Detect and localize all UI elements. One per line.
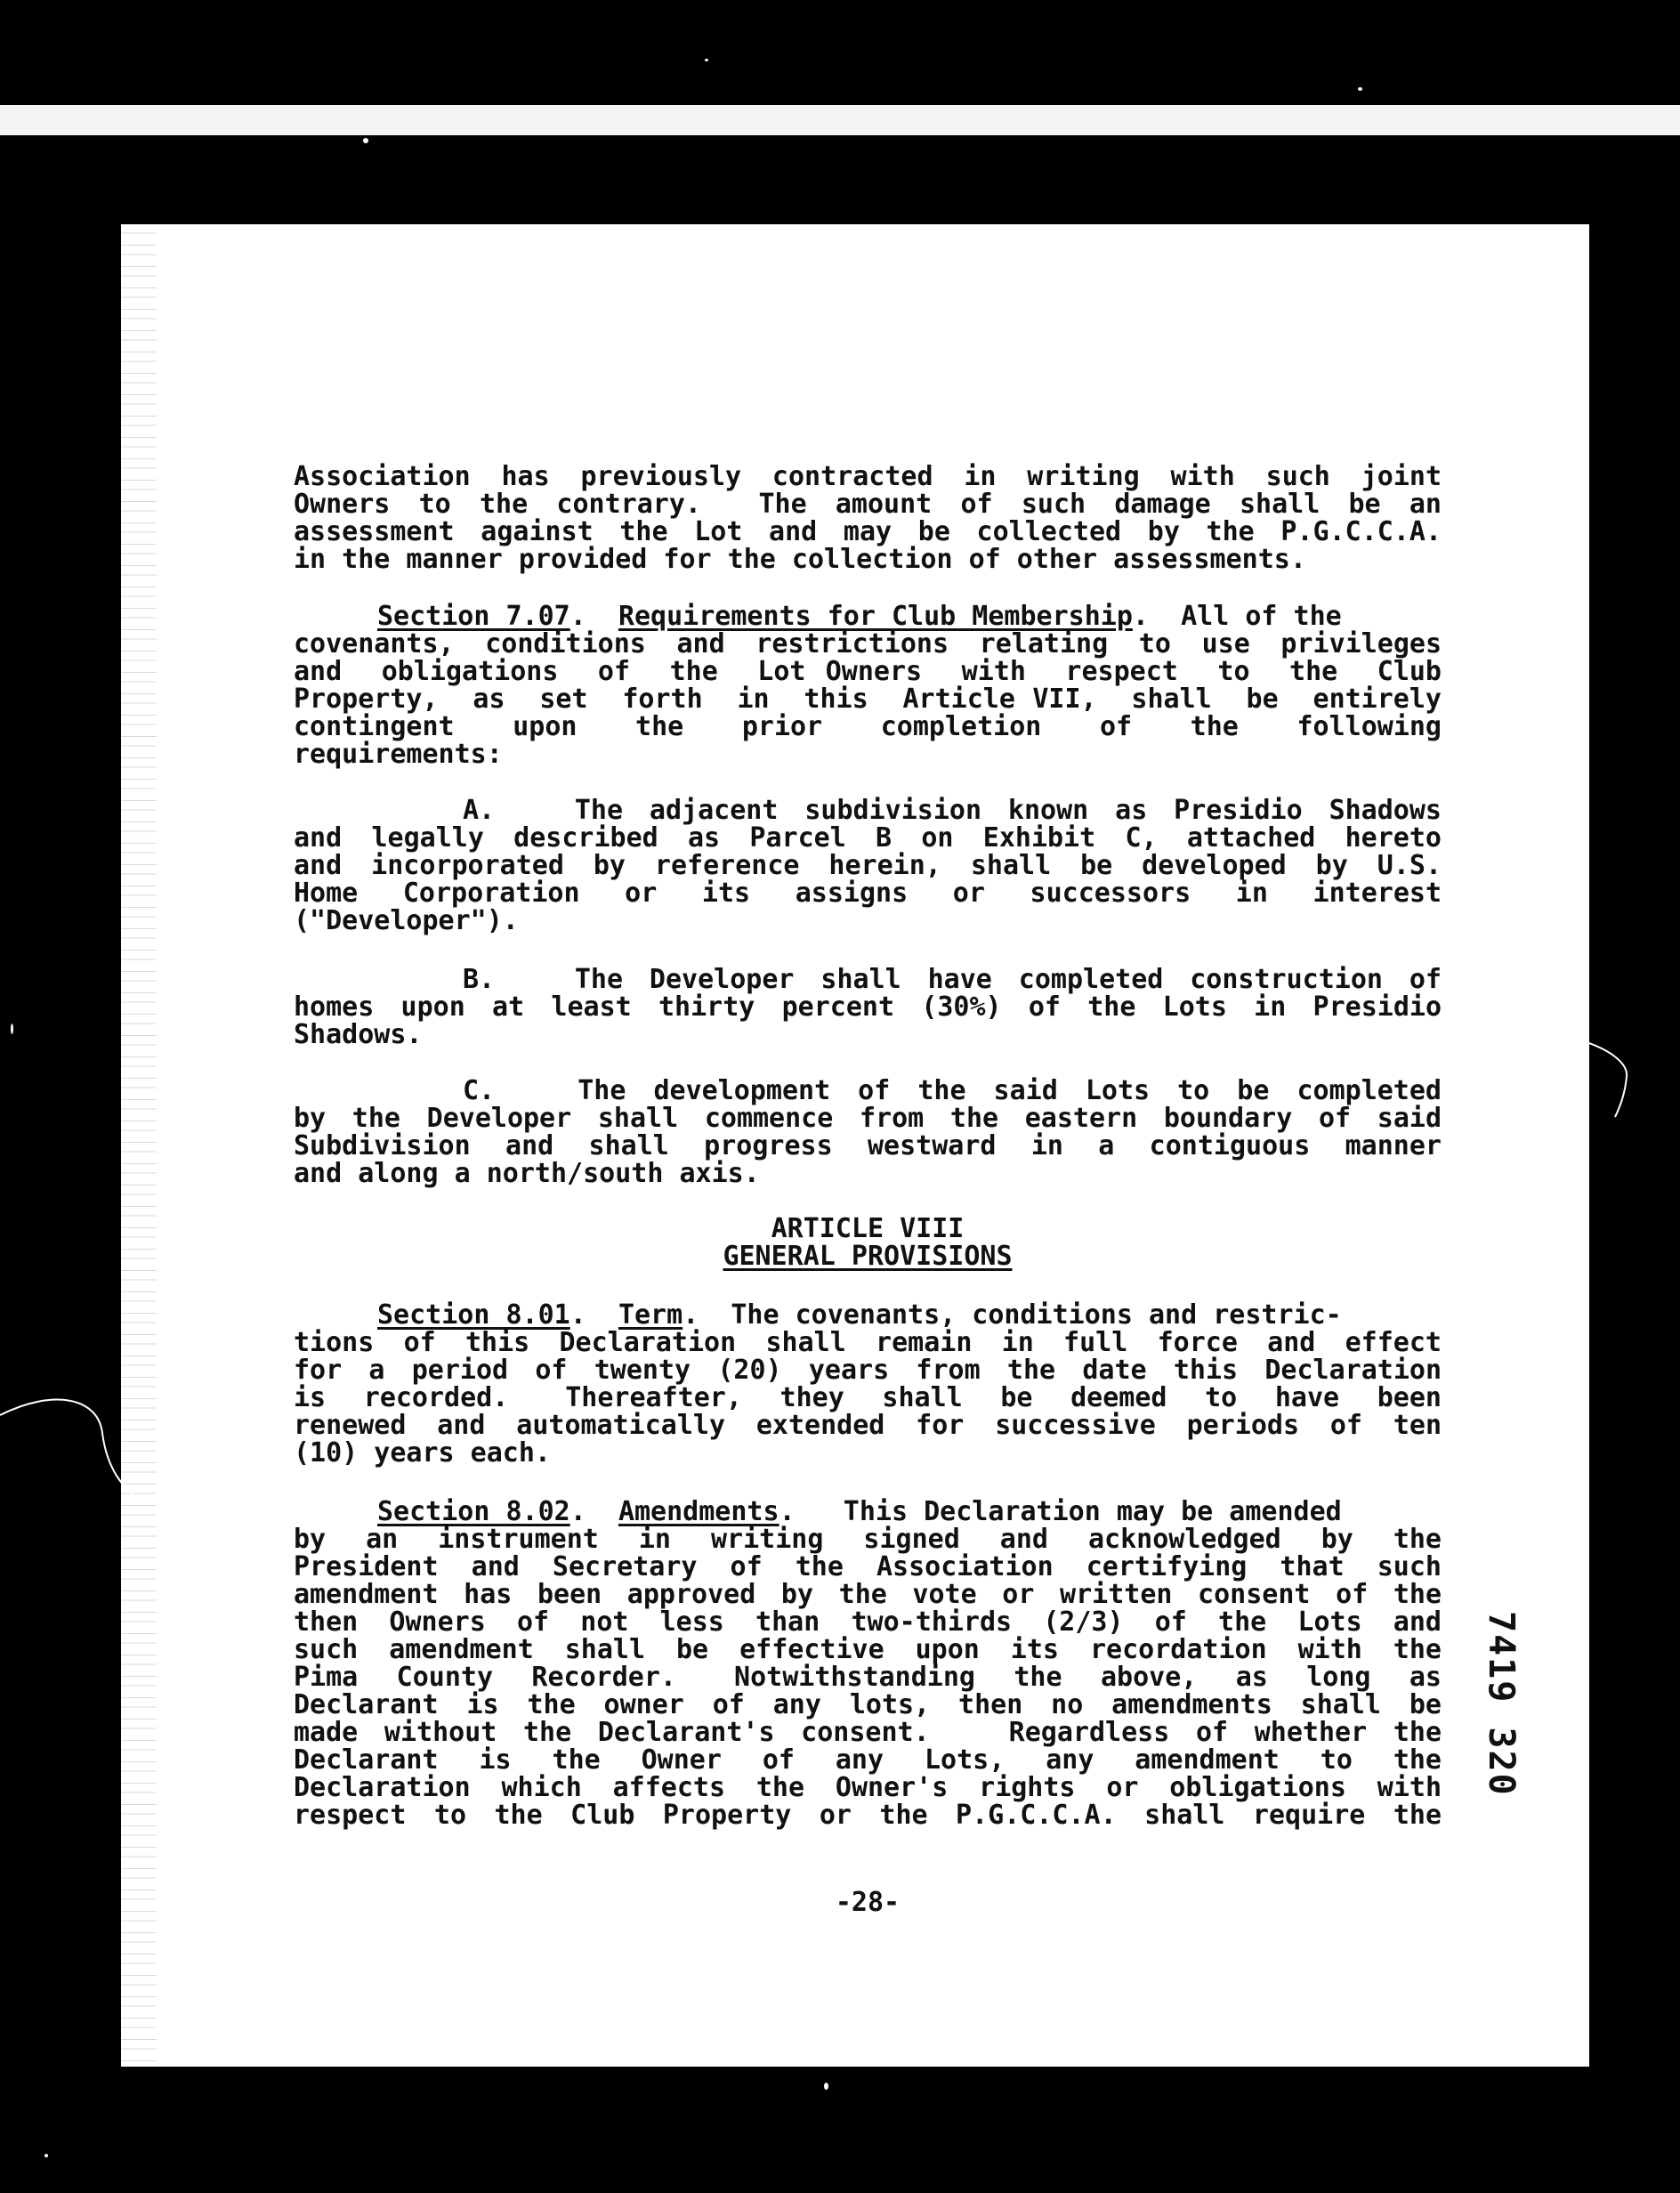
text-line: by an instrument in writing signed and acknowledged by the [294,1524,1442,1555]
section-7-07 [294,603,1442,768]
scan-speck [705,59,708,61]
text-line: Shadows. [294,1019,423,1050]
text-line: A. The adjacent subdivision known as Presidio Shadows [463,795,1442,826]
text-line: is recorded. Thereafter, they shall be deemed to have been [294,1382,1442,1413]
section-heading-line: Section 7.07. Requirements for Club Membership. All of the [377,601,1342,632]
section-number: Section 7.07 [377,601,570,632]
section-title: Amendments [618,1496,779,1527]
text-line: Pima County Recorder. Notwithstanding the above, as long as [294,1662,1442,1693]
text-line: and along a north/south axis. [294,1158,760,1189]
text-line: and obligations of the Lot Owners with respect to the Club [294,656,1442,687]
section-number: Section 8.02 [377,1496,570,1527]
text-line: Declaration which affects the Owner's rights or obligations with [294,1772,1442,1803]
text-line: and incorporated by reference herein, shall be developed by U.S. [294,850,1442,881]
section-first-line-rest: . This Declaration may be amended [779,1496,1342,1527]
text-line: requirements: [294,739,503,770]
text-line: Property, as set forth in this Article VII, shall be entirely [294,684,1442,715]
text-line: (10) years each. [294,1437,551,1469]
text-line: tions of this Declaration shall remain in full force and effect [294,1327,1442,1358]
scan-speck [11,1024,13,1034]
section-number: Section 8.01 [377,1299,570,1331]
scan-speck [363,138,368,143]
text-line: made without the Declarant's consent. Regardless of whether the [294,1717,1442,1748]
text-line: Declarant is the owner of any lots, then no amendments shall be [294,1689,1442,1720]
scan-speck [1358,87,1362,91]
text-line: by the Developer shall commence from the eastern boundary of said [294,1103,1442,1134]
text-line: covenants, conditions and restrictions relating to use privileges [294,628,1442,660]
requirement-c [294,1077,1442,1187]
text-line: renewed and automatically extended for successive periods of ten [294,1410,1442,1441]
text-line: C. The development of the said Lots to be completed [463,1075,1442,1106]
text-line: Subdivision and shall progress westward in a contiguous manner [294,1130,1442,1161]
text-line: contingent upon the prior completion of the following [294,711,1442,742]
text-line: ("Developer"). [294,905,519,936]
article-subheading [294,1242,1442,1270]
paragraph-continuation [294,463,1442,573]
text-line: and legally described as Parcel B on Exhibit C, attached hereto [294,822,1442,854]
article-subheading-text: GENERAL PROVISIONS [723,1241,1013,1272]
text-line: Home Corporation or its assigns or successors in interest [294,878,1442,909]
requirement-a [294,797,1442,935]
text-line: assessment against the Lot and may be collected by the P.G.C.C.A. [294,516,1442,547]
text-line: Declarant is the Owner of any Lots, any amendment to the [294,1744,1442,1776]
text-line: B. The Developer shall have completed construction of [463,964,1442,995]
requirement-b [294,966,1442,1048]
scan-top-margin [0,0,1680,105]
section-heading-line: Section 8.02. Amendments. This Declaration may be amended [377,1496,1342,1527]
text-line: homes upon at least thirty percent (30%) of the Lots in Presidio [294,991,1442,1023]
scan-speck [44,2154,48,2157]
section-8-01 [294,1301,1442,1467]
text-line: Association has previously contracted in writing with such joint [294,461,1442,492]
section-title: Term [618,1299,683,1331]
section-8-02 [294,1498,1442,1829]
text-line: such amendment shall be effective upon its recordation with the [294,1634,1442,1665]
section-heading-line: Section 8.01. Term. The covenants, conditions and restric- [377,1299,1342,1331]
text-line: in the manner provided for the collection of other assessments. [294,544,1306,575]
scan-speck [824,2083,828,2090]
scan-strip-shadow [0,135,1680,185]
text-line: President and Secretary of the Association certifying that such [294,1551,1442,1582]
text-line: respect to the Club Property or the P.G.C.C.A. shall require the [294,1800,1442,1831]
recording-book-page-stamp: 7419 320 [1481,1611,1522,1797]
text-line: Owners to the contrary. The amount of such damage shall be an [294,489,1442,520]
text-line: amendment has been approved by the vote or written consent of the [294,1579,1442,1610]
text-line: then Owners of not less than two-thirds (2/3) of the Lots and [294,1606,1442,1638]
section-first-line-rest: . All of the [1132,601,1342,632]
text-line: for a period of twenty (20) years from the date this Declaration [294,1355,1442,1386]
page-binding-edge [121,224,157,2067]
article-heading: ARTICLE VIII [771,1213,965,1244]
page-number: -28- [835,1887,901,1918]
section-title: Requirements for Club Membership [618,601,1133,632]
scan-artifact-curve [1584,1024,1637,1121]
scan-artifact-curve [0,1353,151,1513]
section-first-line-rest: . The covenants, conditions and restric- [682,1299,1342,1331]
